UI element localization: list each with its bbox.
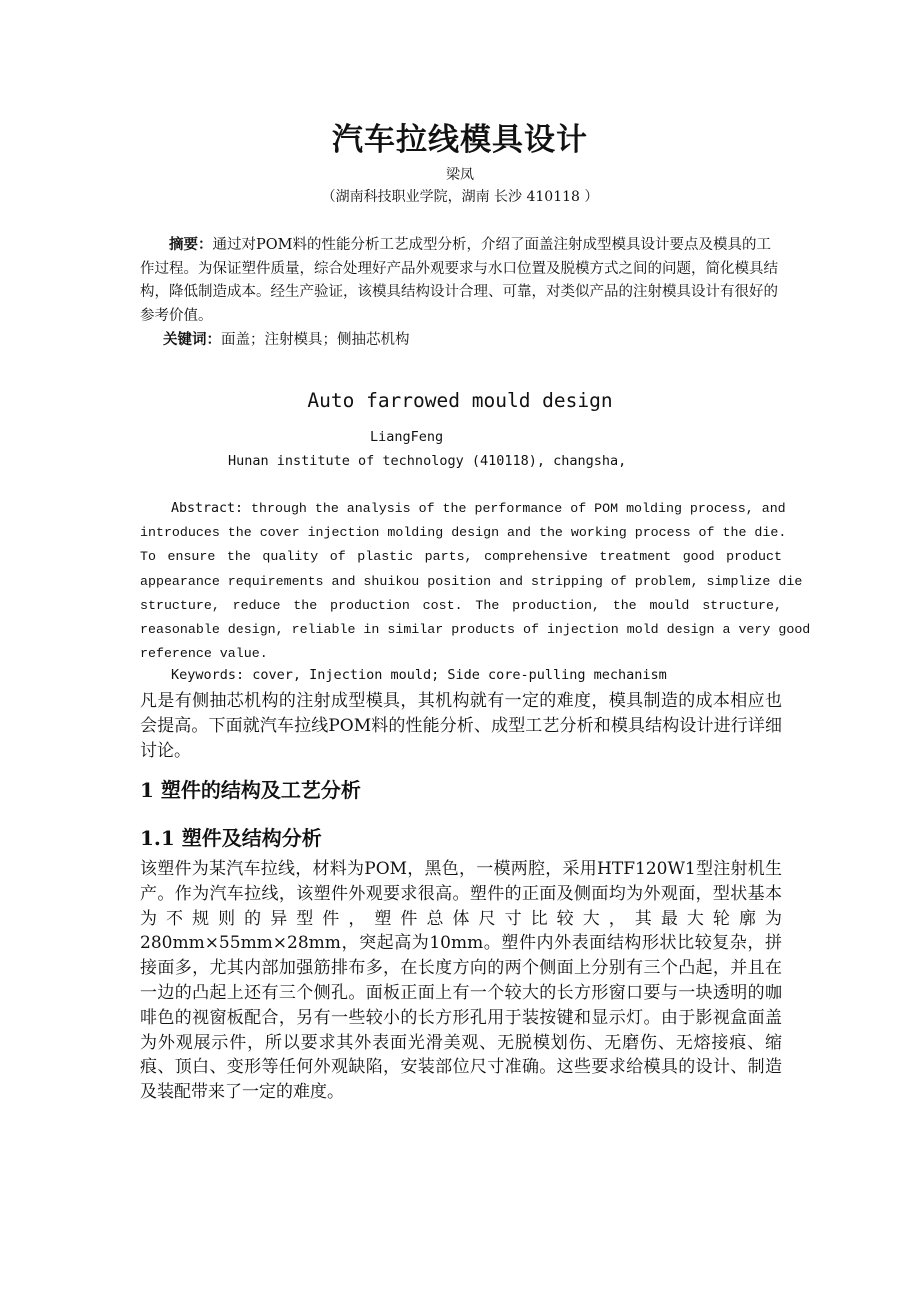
keywords-cn-label: 关键词：: [163, 331, 221, 348]
section-heading-1-1: 1.1 塑件及结构分析: [140, 826, 322, 850]
intro-paragraph: 凡是有侧抽芯机构的注射成型模具，其机构就有一定的难度，模具制造的成本相应也会提高。下面就汽车拉线POM料的性能分析、成型工艺分析和模具结构设计进行详细讨论。: [140, 691, 782, 761]
keywords-en-label: Keywords:: [171, 667, 245, 683]
abstract-en-line: appearance requirements and shuikou position and stripping of problem, simplize die: [140, 573, 803, 589]
abstract-en-label: Abstract:: [171, 501, 244, 516]
author-name-en: LiangFeng: [370, 429, 444, 445]
abstract-cn: [140, 233, 782, 328]
section-heading-1: 1 塑件的结构及工艺分析: [140, 778, 361, 802]
abstract-en: [140, 497, 811, 666]
keywords-en-text: cover, Injection mould; Side core-pulling mechanism: [244, 667, 667, 683]
affiliation-cn: （湖南科技职业学院，湖南 长沙 410118 ）: [321, 189, 599, 205]
author-name-cn: 梁凤: [446, 167, 474, 183]
abstract-en-line: reasonable design, reliable in similar products of injection mold design a very good: [140, 622, 811, 638]
keywords-en: [171, 667, 667, 683]
paper-title-en: Auto farrowed mould design: [307, 389, 613, 412]
abstract-en-line: Abstract: through the analysis of the performance of POM molding process, and: [171, 501, 786, 516]
keywords-cn-text: 面盖；注射模具；侧抽芯机构: [221, 332, 410, 348]
paper-title: 汽车拉线模具设计: [332, 122, 588, 158]
abstract-en-line: introduces the cover injection molding design and the working process of the die.: [140, 525, 787, 541]
abstract-en-line: To ensure the quality of plastic parts, comprehensive treatment good product: [140, 549, 782, 565]
abstract-cn-label: 摘要：: [169, 236, 213, 253]
affiliation-en: Hunan institute of technology (410118), changsha,: [228, 453, 627, 469]
section-1-1-paragraph: 该塑件为某汽车拉线，材料为POM，黑色，一模两腔，采用HTF120W1型注射机生产。作为汽车拉线，该塑件外观要求很高。塑件的正面及侧面均为外观面，型状基本为不规则的异型件，塑件总体尺寸比较大，其最大轮廓为280mm×55mm×28mm，突起高为10mm。塑件内外表面结构形状比较复杂，拼接面多，尤其内部加强筋排布多，在长度方向的两个侧面上分别有三个凸起，并且在一边的凸起上还有三个侧孔。面板正面上有一个较大的长方形窗口要与一块透明的咖啡色的视窗板配合，另有一些较小的长方形孔用于装按键和显示灯。由于影视盒面盖为外观展示件，所以要求其外表面光滑美观、无脱模划伤、无磨伤、无熔接痕、缩痕、顶白、变形等任何外观缺陷，安装部位尺寸准确。这些要求给模具的设计、制造及装配带来了一定的难度。: [140, 859, 782, 1103]
abstract-en-line: structure, reduce the production cost. The production, the mould structure,: [140, 597, 782, 613]
abstract-cn-text: 通过对POM料的性能分析工艺成型分析，介绍了面盖注射成型模具设计要点及模具的工作过程。为保证塑件质量，综合处理好产品外观要求与水口位置及脱模方式之间的问题，简化模具结构，降低制造成本。经生产验证，该模具结构设计合理、可靠，对类似产品的注射模具设计有很好的参考价值。: [140, 237, 778, 324]
keywords-cn: [163, 328, 763, 353]
abstract-en-line: reference value.: [140, 646, 268, 662]
